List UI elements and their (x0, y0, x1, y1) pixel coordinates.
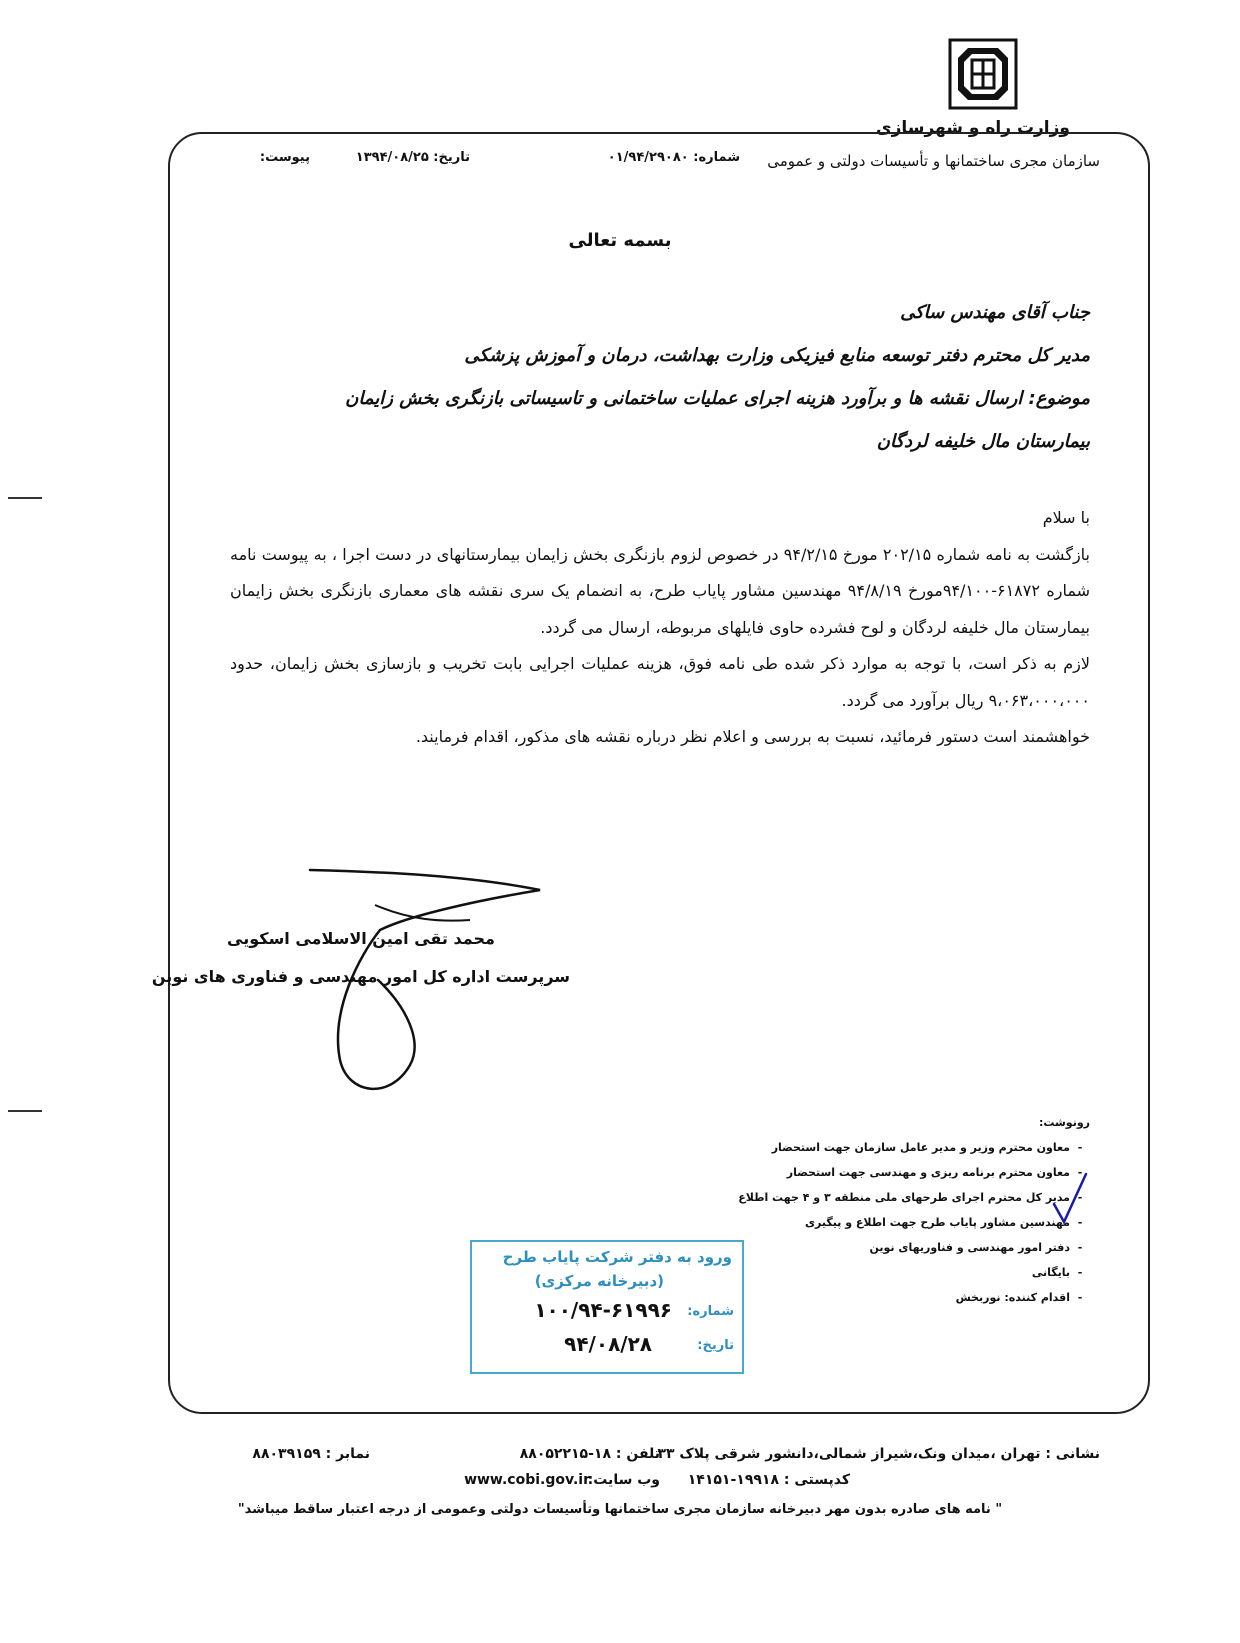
stamp-line-1: ورود به دفتر شرکت پایاب طرح (502, 1248, 732, 1266)
cc-item: - مهندسین مشاور پایاب طرح جهت اطلاع و پیگیری (738, 1210, 1090, 1235)
cc-item: - اقدام کننده: نوربخش (738, 1285, 1090, 1310)
ministry-logo (948, 38, 1018, 110)
footer-postal: کدپستی : ۱۹۹۱۸-۱۴۱۵۱ (687, 1472, 850, 1488)
date-field (356, 150, 470, 165)
footer-phone: تلفن : ۱۸-۸۸۰۵۲۲۱۵ (519, 1446, 660, 1462)
cc-heading: رونوشت: (1038, 1116, 1090, 1129)
cc-list (738, 1110, 1090, 1310)
signatory-title: سرپرست اداره کل امور مهندسی و فناوری های نوین (151, 967, 570, 986)
footer-website: www.cobi.gov.ir (464, 1472, 590, 1488)
attachment-label: پیوست: (259, 150, 310, 165)
cc-item: - معاون محترم برنامه ریزی و مهندسی جهت استحضار (738, 1160, 1090, 1185)
number-field (608, 150, 740, 165)
footer-fax: نمابر : ۸۸۰۳۹۱۵۹ (252, 1446, 370, 1462)
date-label: تاریخ: (433, 150, 470, 165)
body-paragraph-3: خواهشمند است دستور فرمائید، نسبت به بررسی و اعلام نظر درباره نقشه های مذکور، اقدام فرمایند. (415, 727, 1090, 746)
subject-line-1: موضوع: ارسال نقشه ها و برآورد هزینه اجرای عملیات ساختمانی و تاسیساتی بازنگری بخش زایمان (345, 388, 1090, 409)
stamp-line-2: (دبیرخانه مرکزی) (534, 1272, 664, 1290)
ministry-name: وزارت راه و شهرسازی (875, 118, 1070, 138)
subject-line-2: بیمارستان مال خلیفه لردگان (876, 431, 1090, 452)
cc-item-text: معاون محترم برنامه ریزی و مهندسی جهت استحضار (786, 1166, 1070, 1179)
footer-contact (150, 1446, 1100, 1498)
signatory-name: محمد تقی امین الاسلامی اسکویی (227, 929, 495, 948)
received-stamp (470, 1240, 744, 1374)
cc-item-text: مدیر کل محترم اجرای طرحهای ملی منطقه ۳ و ۴ جهت اطلاع (738, 1191, 1070, 1204)
cc-item-text: معاون محترم وزیر و مدیر عامل سازمان جهت استحضار (771, 1141, 1070, 1154)
footer-website-label: وب سایت: (587, 1472, 660, 1488)
cc-item: - مدیر کل محترم اجرای طرحهای ملی منطقه ۳ و ۴ جهت اطلاع (738, 1185, 1090, 1210)
cc-item: - دفتر امور مهندسی و فناوریهای نوین (738, 1235, 1090, 1260)
addressee-position: مدیر کل محترم دفتر توسعه منابع فیزیکی وزارت بهداشت، درمان و آموزش پزشکی (464, 345, 1090, 366)
bismillah: بسمه تعالی (568, 230, 672, 251)
greeting: با سلام (1042, 508, 1090, 527)
footer-address: نشانی : تهران ،میدان ونک،شیراز شمالی،دانشور شرقی پلاک ۳۳ (657, 1446, 1100, 1462)
punch-mark (8, 1110, 42, 1112)
punch-mark (8, 497, 42, 499)
stamp-date-label: تاریخ: (697, 1338, 734, 1353)
body-paragraph-2: لازم به ذکر است، با توجه به موارد ذکر شده طی نامه فوق، هزینه عملیات اجرایی بابت تخریب و بازسازی بخش زایمان، حدود ۹،۰۶۳،۰۰۰،۰۰۰ ریال برآورد می گردد. (230, 654, 1090, 710)
addressee-name: جناب آقای مهندس ساکی (900, 302, 1090, 323)
cc-item-text: مهندسین مشاور پایاب طرح جهت اطلاع و پیگیری (804, 1216, 1070, 1229)
stamp-date-value: ۹۴/۰۸/۲۸ (564, 1332, 652, 1356)
letter-body (230, 500, 1090, 756)
checkmark-icon (1050, 1170, 1090, 1230)
number-value: ۰۱/۹۴/۲۹۰۸۰ (607, 150, 689, 165)
date-value: ۱۳۹۴/۰۸/۲۵ (355, 150, 429, 165)
cc-item-text: اقدام کننده: نوربخش (955, 1291, 1070, 1304)
cc-item: - معاون محترم وزیر و مدیر عامل سازمان جهت استحضار (738, 1135, 1090, 1160)
footer-notice: " نامه های صادره بدون مهر دبیرخانه سازمان مجری ساختمانها وتأسیسات دولتی وعمومی از درجه اعتبار ساقط میباشد" (237, 1502, 1003, 1517)
cc-item-text: بایگانی (1031, 1266, 1070, 1279)
body-paragraph-1: بازگشت به نامه شماره ۲۰۲/۱۵ مورخ ۹۴/۲/۱۵ در خصوص لزوم بازنگری بخش زایمان بیمارستانهای در دست اجرا ، به پیوست نامه شماره ۶۱۸۷۲-۹۴/۱۰۰مورخ ۹۴/۸/۱۹ مهندسین مشاور پایاب طرح، به انضمام یک سری نقشه های معماری بازنگری بخش زایمان بیمارستان مال خلیفه لردگان و لوح فشرده حاوی فایلهای مربوطه، ارسال می گردد. (230, 544, 1091, 637)
cc-item: - بایگانی (738, 1260, 1090, 1285)
number-label: شماره: (693, 150, 740, 165)
signature-block (152, 920, 570, 996)
stamp-number-value: ۱۰۰/۹۴-۶۱۹۹۶ (534, 1298, 672, 1322)
letter-meta (260, 150, 740, 174)
organization-name: سازمان مجری ساختمانها و تأسیسات دولتی و عمومی (767, 152, 1100, 170)
stamp-number-label: شماره: (687, 1304, 734, 1319)
cc-item-text: دفتر امور مهندسی و فناوریهای نوین (869, 1241, 1070, 1254)
